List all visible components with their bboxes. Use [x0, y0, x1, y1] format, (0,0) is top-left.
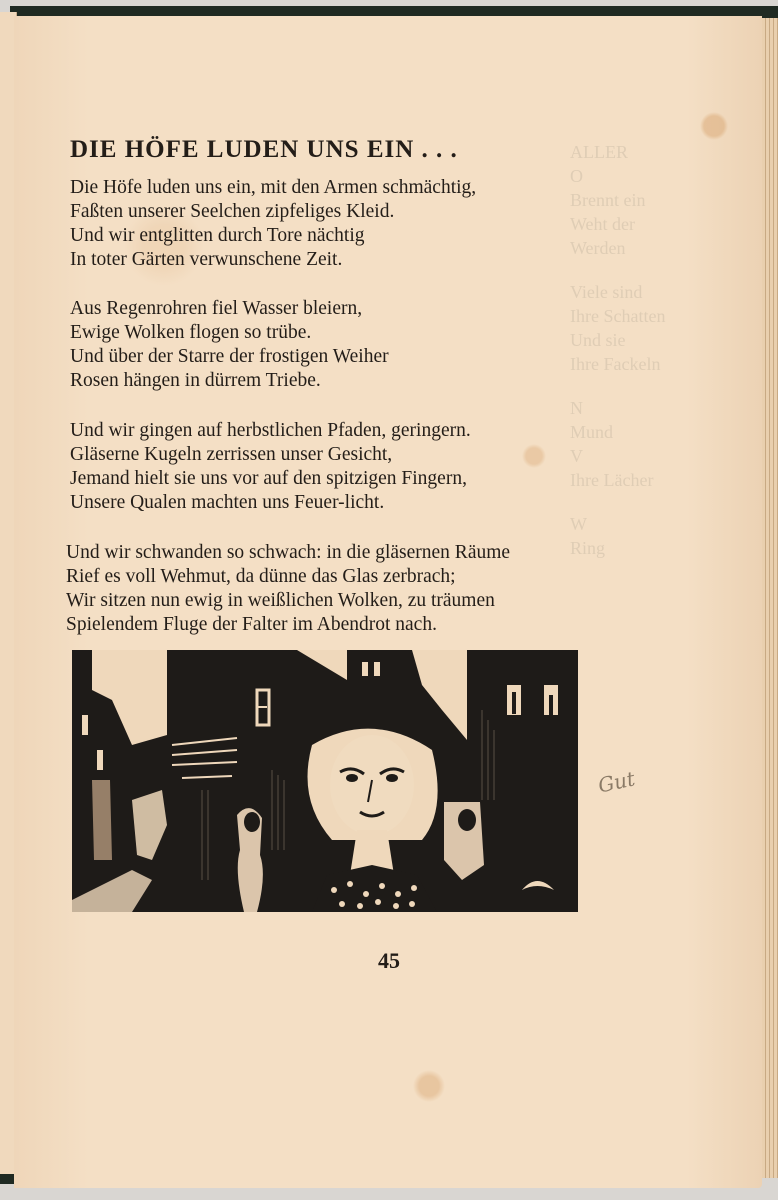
woodcut-illustration — [72, 650, 578, 912]
poem-line: Und wir schwanden so schwach: in die gläsernen Räume — [66, 542, 511, 563]
bleed-line: Ihre Schatten — [570, 306, 666, 326]
poem-line: Die Höfe luden uns ein, mit den Armen schmächtig, — [70, 177, 477, 198]
bleed-line: N — [570, 398, 583, 418]
stanza-2 — [70, 297, 389, 393]
poem-line: Rief es voll Wehmut, da dünne das Glas zerbrach; — [66, 566, 456, 587]
stanza-3 — [70, 419, 471, 515]
poem-line: Faßten unserer Seelchen zipfeliges Kleid. — [70, 201, 395, 222]
poem-line: Rosen hängen in dürrem Triebe. — [70, 370, 321, 391]
bleed-line: Ihre Lächer — [570, 470, 654, 490]
poem-line: Spielendem Fluge der Falter im Abendrot nach. — [66, 614, 437, 635]
bleed-line: Viele sind — [570, 282, 643, 302]
bleed-line: O — [570, 166, 583, 186]
pencil-annotation: Gut — [595, 766, 637, 798]
poem-line: Und über der Starre der frostigen Weiher — [70, 346, 389, 367]
poem-line: Gläserne Kugeln zerrissen unser Gesicht, — [70, 444, 393, 465]
poem-title: DIE HÖFE LUDEN UNS EIN . . . — [70, 136, 458, 163]
stanza-4 — [66, 541, 510, 637]
bleed-line: ALLER — [570, 142, 628, 162]
poem-line: Aus Regenrohren fiel Wasser bleiern, — [70, 298, 363, 319]
poem-line: Und wir gingen auf herbstlichen Pfaden, geringern. — [70, 420, 471, 441]
woodcut-artwork — [72, 650, 578, 912]
poem-line: Wir sitzen nun ewig in weißlichen Wolken, zu träumen — [66, 590, 495, 611]
poem-line: Und wir entglitten durch Tore nächtig — [70, 225, 365, 246]
poem-line: Ewige Wolken flogen so trübe. — [70, 322, 312, 343]
bleed-line: Weht der — [570, 214, 636, 234]
bleed-line: Ring — [570, 538, 606, 558]
stanza-1 — [70, 176, 476, 272]
poem-line: Unsere Qualen machten uns Feuer-licht. — [70, 492, 385, 513]
poem-line: In toter Gärten verwunschene Zeit. — [70, 249, 343, 270]
bleed-line: V — [570, 446, 583, 466]
page-number: 45 — [378, 948, 400, 973]
bleed-line: Werden — [570, 238, 626, 258]
poem-line: Jemand hielt sie uns vor auf den spitzigen Fingern, — [70, 468, 467, 489]
bleed-line: Und sie — [570, 330, 626, 350]
bleed-line: Mund — [570, 422, 614, 442]
bleed-line: W — [570, 514, 587, 534]
bleed-line: Ihre Fackeln — [570, 354, 661, 374]
bleed-line: Brennt ein — [570, 190, 646, 210]
